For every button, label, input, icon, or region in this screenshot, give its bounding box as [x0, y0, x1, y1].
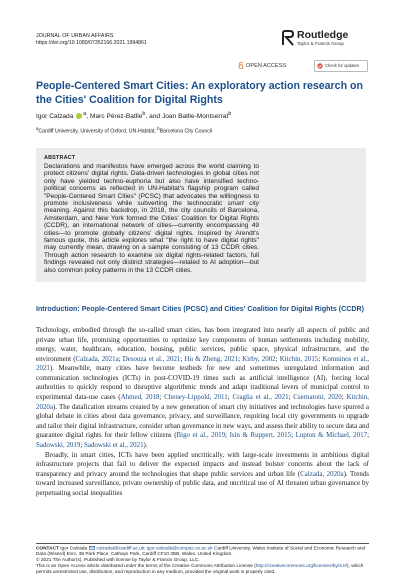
- affiliation-b: Barcelona City Council: [159, 128, 213, 135]
- citation-link[interactable]: Csernatoni, 2020: [293, 393, 342, 402]
- citation-separator: ;: [227, 393, 233, 402]
- journal-name: JOURNAL OF URBAN AFFAIRS: [36, 33, 114, 39]
- author-name[interactable]: Joan Batlle-Montserrat: [161, 113, 229, 121]
- citation-link[interactable]: Kitchin, 2020a: [36, 393, 370, 411]
- author-name[interactable]: Igor Calzada: [36, 113, 74, 121]
- citation-separator: ;: [341, 393, 347, 402]
- routledge-logo-icon: [282, 30, 294, 46]
- paragraph-1: [36, 326, 369, 451]
- contact-email-link[interactable]: calzadai@cardiff.ac.uk; igor.calzada@compas.ox.ac.uk: [96, 546, 213, 552]
- text-run: ). The datafication streams created by a new generation of smart city initiatives and technologies have spurred a global debate in cities about data governance, privacy, and surveillance, requiring local city governments to upgrade and tailor their digital infrastructure, consider urban governance in new ways, and assess their ability to secure data and guarantee digital rights for their fellow citizens (: [36, 402, 369, 440]
- author-name[interactable]: Marc Pérez-Batlle: [89, 113, 143, 121]
- author-list: [36, 111, 231, 120]
- abstract-box: [36, 148, 366, 282]
- citation-link[interactable]: Sadowski et al., 2021: [84, 440, 144, 449]
- citation-link[interactable]: Cheney-Lippold, 2011: [164, 393, 228, 402]
- contact-address: Cardiff University, Wales Institute of Social and Economic Research and Data (Wiserd) Exrc, 38 Park Place, Cathays Park, Cardiff CF10 3BB, Wales, United Kingdom.: [36, 546, 366, 558]
- contact-line: [36, 546, 369, 558]
- article-title: People-Centered Smart Cities: An exploratory action research on the Cities' Coalition for Digital Rights: [36, 80, 363, 106]
- publisher-logo: [282, 29, 372, 51]
- citation-separator: ;: [275, 354, 280, 363]
- citation-link[interactable]: Craglia et al., 2021: [232, 393, 289, 402]
- citation-separator: ;: [80, 440, 84, 449]
- citation-link[interactable]: Calzada, 2020a: [300, 469, 344, 478]
- affiliation-marker: a: [36, 126, 39, 131]
- citation-link[interactable]: Ahmed, 2018: [120, 393, 160, 402]
- citation-link[interactable]: Calzada, 2021a: [75, 354, 119, 363]
- citation-separator: ;: [318, 354, 323, 363]
- doi-link[interactable]: https://doi.org/10.1080/07352166.2021.1994861: [36, 40, 147, 46]
- open-access-badge: [238, 62, 286, 71]
- citation-separator: ;: [238, 354, 243, 363]
- citation-link[interactable]: Komninos et al., 2021: [36, 354, 369, 373]
- contact-label: CONTACT: [36, 546, 59, 552]
- orcid-icon[interactable]: [76, 113, 82, 119]
- author-affiliation-marker: b: [142, 111, 146, 117]
- publisher-group: Taylor & Francis Group: [297, 41, 344, 46]
- citation-separator: ;: [159, 393, 165, 402]
- license-link[interactable]: http://creativecommons.org/licenses/by/4.0/: [255, 563, 348, 569]
- citation-separator: ;: [288, 393, 294, 402]
- footer-notes: [36, 546, 369, 576]
- citation-separator: ;: [180, 354, 185, 363]
- abstract-emphasis: smart city: [227, 200, 259, 208]
- citation-separator: ;: [291, 431, 296, 440]
- check-for-updates-icon: [317, 63, 323, 69]
- license: [36, 564, 369, 576]
- citation-separator: ;: [225, 431, 230, 440]
- citation-link[interactable]: Kitchin, 2015: [279, 354, 319, 363]
- citation-link[interactable]: Hu & Zheng, 2021: [184, 354, 239, 363]
- author-affiliation-marker: a: [83, 111, 87, 117]
- abstract-text: [44, 163, 259, 274]
- contact-name: Igor Calzada: [58, 546, 89, 552]
- abstract-part-2: meaning. Against this backdrop, in 2018, the city councils of Barcelona, Amsterdam, and New York formed the Cities' Coalition for Digital Rights (CCDR), an international network of cities—currently encompassing 49 cities—to promote globally citizens' digital rights. Inspired by Arendt's famous quote, this article explores what "the right to have digital rights" may currently mean, drawing on a sample consisting of 13 CCDR cities. Through action research to examine six digital rights-related factors, full findings revealed not only distinct strategies—related to AI adoption—but also common policy patterns in the 13 CCDR cities.: [44, 207, 259, 274]
- text-run: ). Meanwhile, many cities have become testbeds for new and sometimes unregulated information and communication technologies (ICTs) in post-COVID-19 times such as artificial intelligence (AI), forcing local authorities to quickly respond to disruptive algorithmic trends and adapt traditional levers of municipal control to experimental data-use cases (: [36, 364, 369, 402]
- body-text: [36, 326, 369, 498]
- affiliations: [36, 126, 212, 135]
- check-for-updates-label: Check for updates: [325, 63, 359, 69]
- text-run: Technology, embodied through the so-called smart cities, has been integrated into nearly all aspects of public and private urban life, promising opportunities to optimize key components of human settlements including mobility, energy, water, healthcare, education, housing, public services, public space, physical infrastructure, and the environment (: [36, 326, 369, 363]
- author-affiliation-marker: b: [228, 111, 232, 117]
- paragraph-2: [36, 451, 369, 499]
- text-run: ). Trends toward increased surveillance, private ownership of public data, and uncritical use of AI threaten urban governance by perpetuating social inequalities: [36, 469, 369, 497]
- citation-link[interactable]: Bigo et al., 2019: [176, 431, 226, 440]
- open-access-lock-icon: [238, 62, 244, 69]
- citation-link[interactable]: Sadowski, 2019: [36, 440, 81, 449]
- check-for-updates-button[interactable]: [314, 60, 368, 72]
- text-run: Broadly, in smart cities, ICTs have been applied uncritically, with large-scale investments in ambitious digital infrastructure projects that fail to deliver the expected impacts and instead bolster concerns about the lack of transparency and privacy around the technologies that shape public services and urban life (: [36, 450, 369, 478]
- license-text: This is an Open Access article distributed under the terms of the Creative Commons Attribution License (: [36, 563, 256, 569]
- affiliation-a: Cardiff University, University of Oxford, UN-Habitat;: [38, 128, 158, 135]
- open-access-label: OPEN ACCESS: [246, 62, 287, 69]
- text-run: ).: [143, 440, 148, 449]
- citation-separator: ;: [118, 354, 123, 363]
- abstract-part-1: Declarations and manifestos have emerged across the world claiming to protect citizens' digital rights. Data-driven technologies in global cities not only have yielded techno-euphoria but also have intensified techno-political concerns as reflected in UN-Habitat's flagship program called "People-Centered Smart Cities" (PCSC) that advocates the willingness to promote inclusiveness while subverting the technocratic: [44, 163, 259, 208]
- citation-link[interactable]: Desouza et al., 2021: [122, 354, 181, 363]
- email-icon: [89, 546, 95, 550]
- affiliation-marker: b: [157, 126, 160, 131]
- citation-link[interactable]: Kirby, 2002: [242, 354, 276, 363]
- author-separator: ,: [86, 113, 90, 121]
- publisher-name: Routledge: [297, 29, 349, 41]
- citation-separator: ;: [367, 431, 369, 440]
- citation-link[interactable]: Lupton & Michael, 2017: [295, 431, 368, 440]
- author-separator: , and: [145, 113, 162, 121]
- license-text: ), which permits unrestricted use, distribution, and reproduction in any medium, provided the original work is properly cited.: [36, 563, 364, 575]
- abstract-heading: ABSTRACT: [44, 155, 76, 161]
- section-heading-introduction: Introduction: People-Centered Smart Cities (PCSC) and Cities' Coalition for Digital Rights (CCDR): [36, 305, 365, 313]
- footer-divider: [36, 543, 369, 544]
- copyright: © 2021 The Author(s). Published with license by Taylor & Francis Group, LLC.: [36, 558, 200, 564]
- citation-link[interactable]: Isin & Ruppert, 2015: [229, 431, 292, 440]
